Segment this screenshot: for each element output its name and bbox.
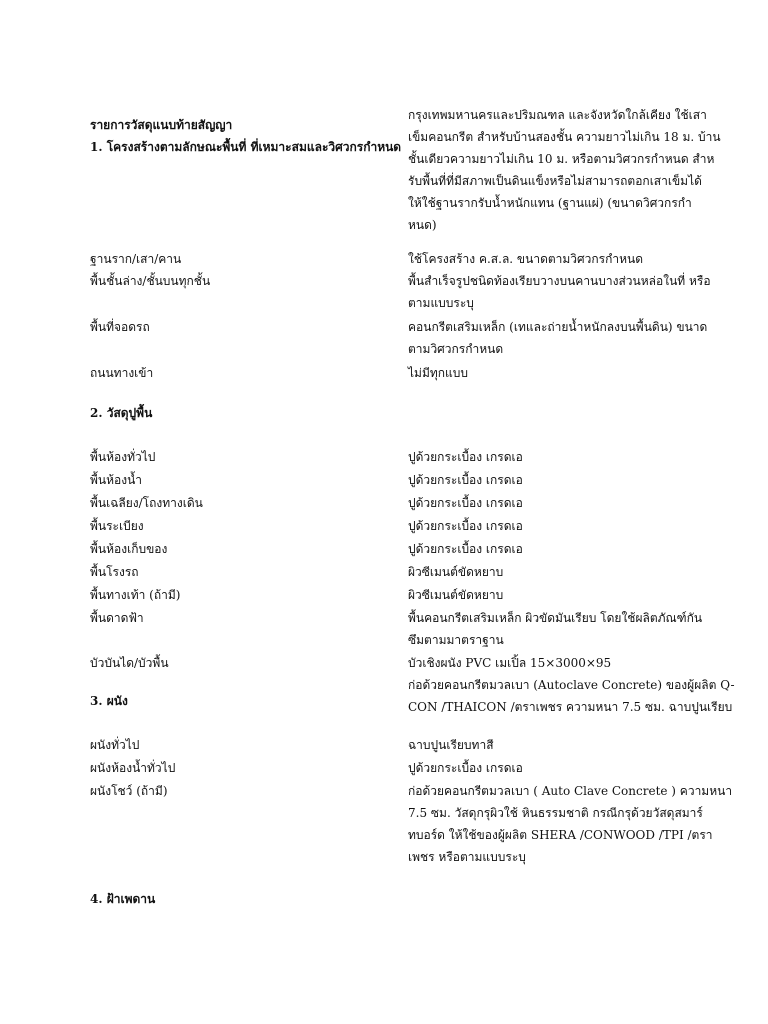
structure-row-label: ฐานราก/เสา/คาน (90, 252, 182, 266)
flooring-label: พื้นทางเท้า (ถ้ามี) (90, 588, 181, 602)
structure-row-value: ใช้โครงสร้าง ค.ส.ล. ขนาดตามวิศวกรกำหนด (408, 252, 644, 266)
foundation-note-line: หนด) (408, 218, 437, 232)
flooring-value: ปูด้วยกระเบื้อง เกรดเอ (408, 473, 523, 487)
flooring-value: ผิวซีเมนต์ขัดหยาบ (408, 565, 504, 579)
structure-row-value: พื้นสำเร็จรูปชนิดท้องเรียบวางบนคานบางส่วนหล่อในที่ หรือ (408, 274, 711, 288)
structure-row-label: พื้นที่จอดรถ (90, 320, 150, 334)
wall-value: ก่อด้วยคอนกรีตมวลเบา ( Auto Clave Concrete ) ความหนา (408, 784, 733, 798)
flooring-value: ผิวซีเมนต์ขัดหยาบ (408, 588, 504, 602)
wall-value: ฉาบปูนเรียบทาสี (408, 738, 494, 752)
flooring-label: บัวบันได/บัวพื้น (90, 656, 169, 670)
wall-label: ผนังทั่วไป (90, 738, 140, 752)
wall-label: ผนังห้องน้ำทั่วไป (90, 761, 176, 775)
section-1-heading: 1. โครงสร้างตามลักษณะพื้นที่ ที่เหมาะสมและวิศวกรกำหนด (90, 140, 402, 154)
structure-row-label: ถนนทางเข้า (90, 366, 154, 380)
section-3-heading: 3. ผนัง (90, 694, 128, 708)
foundation-note-line: ชั้นเดียวความยาวไม่เกิน 10 ม. หรือตามวิศวกรกำหนด สำห (408, 152, 715, 166)
flooring-value: ปูด้วยกระเบื้อง เกรดเอ (408, 496, 523, 510)
flooring-value: พื้นคอนกรีตเสริมเหล็ก ผิวขัดมันเรียบ โดยใช้ผลิตภัณฑ์กัน (408, 611, 703, 625)
wall-value: ทบอร์ด ให้ใช้ของผู้ผลิต SHERA /CONWOOD /TPI /ตรา (408, 828, 713, 842)
flooring-label: พื้นห้องน้ำ (90, 473, 143, 487)
structure-row-value: ตามวิศวกรกำหนด (408, 342, 504, 356)
document-title: รายการวัสดุแนบท้ายสัญญา (90, 118, 233, 132)
structure-row-label: พื้นชั้นล่าง/ชั้นบนทุกชั้น (90, 274, 211, 288)
flooring-value: ปูด้วยกระเบื้อง เกรดเอ (408, 542, 523, 556)
wall-value: ปูด้วยกระเบื้อง เกรดเอ (408, 761, 523, 775)
walls-intro-line: CON /THAICON /ตราเพชร ความหนา 7.5 ซม. ฉาบปูนเรียบ (408, 700, 733, 714)
flooring-label: พื้นดาดฟ้า (90, 611, 144, 625)
flooring-label: พื้นระเบียง (90, 519, 144, 533)
wall-label: ผนังโชว์ (ถ้ามี) (90, 784, 168, 798)
wall-value: เพชร หรือตามแบบระบุ (408, 850, 526, 864)
section-4-heading: 4. ฝ้าเพดาน (90, 892, 156, 906)
foundation-note-line: กรุงเทพมหานครและปริมณฑล และจังหวัดใกล้เคียง ใช้เสา (408, 108, 707, 122)
structure-row-value: คอนกรีตเสริมเหล็ก (เทและถ่ายน้ำหนักลงบนพื้นดิน) ขนาด (408, 320, 708, 334)
foundation-note-line: ให้ใช้ฐานรากรับน้ำหนักแทน (ฐานแผ่) (ขนาดวิศวกรกำ (408, 196, 692, 210)
flooring-value: ปูด้วยกระเบื้อง เกรดเอ (408, 519, 523, 533)
structure-row-value: ตามแบบระบุ (408, 296, 474, 310)
section-2-heading: 2. วัสดุปูพื้น (90, 406, 153, 420)
foundation-note-line: รับพื้นที่ที่มีสภาพเป็นดินแข็งหรือไม่สามารถตอกเสาเข็มได้ (408, 174, 702, 188)
structure-row-value: ไม่มีทุกแบบ (408, 366, 468, 380)
wall-value: 7.5 ซม. วัสดุกรุผิวใช้ หินธรรมชาติ กรณีกรุด้วยวัสดุสมาร์ (408, 806, 703, 820)
flooring-value: ซึมตามมาตราฐาน (408, 633, 504, 647)
foundation-note-line: เข็มคอนกรีต สำหรับบ้านสองชั้น ความยาวไม่เกิน 18 ม. บ้าน (408, 130, 721, 144)
flooring-label: พื้นโรงรถ (90, 565, 139, 579)
flooring-label: พื้นห้องเก็บของ (90, 542, 168, 556)
flooring-label: พื้นเฉลียง/โถงทางเดิน (90, 496, 203, 510)
flooring-label: พื้นห้องทั่วไป (90, 450, 156, 464)
walls-intro-line: ก่อด้วยคอนกรีตมวลเบา (Autoclave Concrete) ของผู้ผลิต Q- (408, 678, 735, 692)
flooring-value: บัวเชิงผนัง PVC เมเปิ้ล 15×3000×95 (408, 656, 612, 670)
flooring-value: ปูด้วยกระเบื้อง เกรดเอ (408, 450, 523, 464)
